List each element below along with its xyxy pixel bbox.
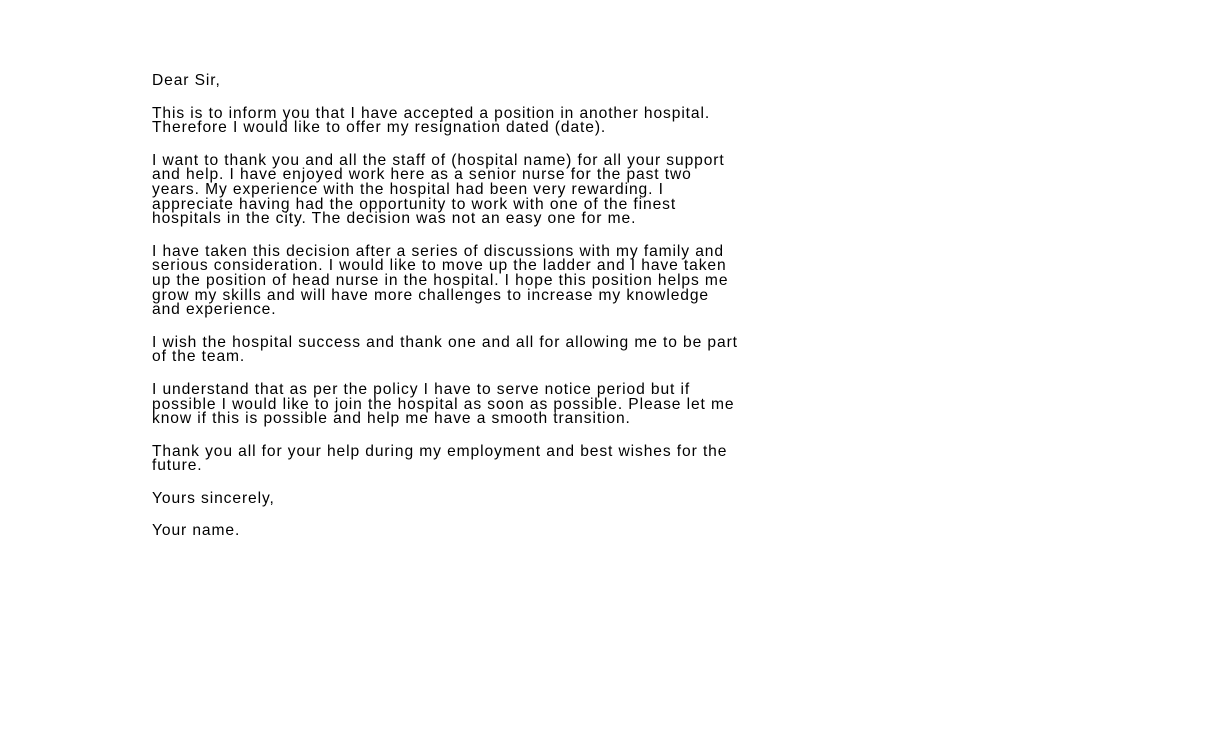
signature: Your name. — [152, 522, 241, 540]
paragraph-acceptance: This is to inform you that I have accepted a position in another hospital. Therefore I would like to offer my resignation dated (date). — [152, 104, 711, 137]
paragraph-wishes: I wish the hospital success and thank one and all for allowing me to be part of the team. — [152, 333, 738, 366]
paragraph-closing-thanks: Thank you all for your help during my employment and best wishes for the future. — [152, 442, 728, 475]
paragraph-notice-period: I understand that as per the policy I have to serve notice period but if possible I would like to join the hospital as soon as possible. Please let me know if this is possible and help me have a smooth transition. — [152, 380, 735, 428]
resignation-letter — [152, 74, 1072, 557]
closing-line: Yours sincerely, — [152, 489, 275, 507]
paragraph-decision: I have taken this decision after a series of discussions with my family and serious consideration. I would like to move up the ladder and I have taken up the position of head nurse in the hospital. I hope this position helps me grow my skills and will have more challenges to increase my knowledge and experience. — [152, 242, 729, 319]
paragraph-thanks: I want to thank you and all the staff of (hospital name) for all your support and help. I have enjoyed work here as a senior nurse for the past two years. My experience with the hospital had been very rewarding. I appreciate having had the opportunity to work with one of the finest hospitals in the city. The decision was not an easy one for me. — [152, 151, 725, 228]
salutation: Dear Sir, — [152, 72, 221, 89]
